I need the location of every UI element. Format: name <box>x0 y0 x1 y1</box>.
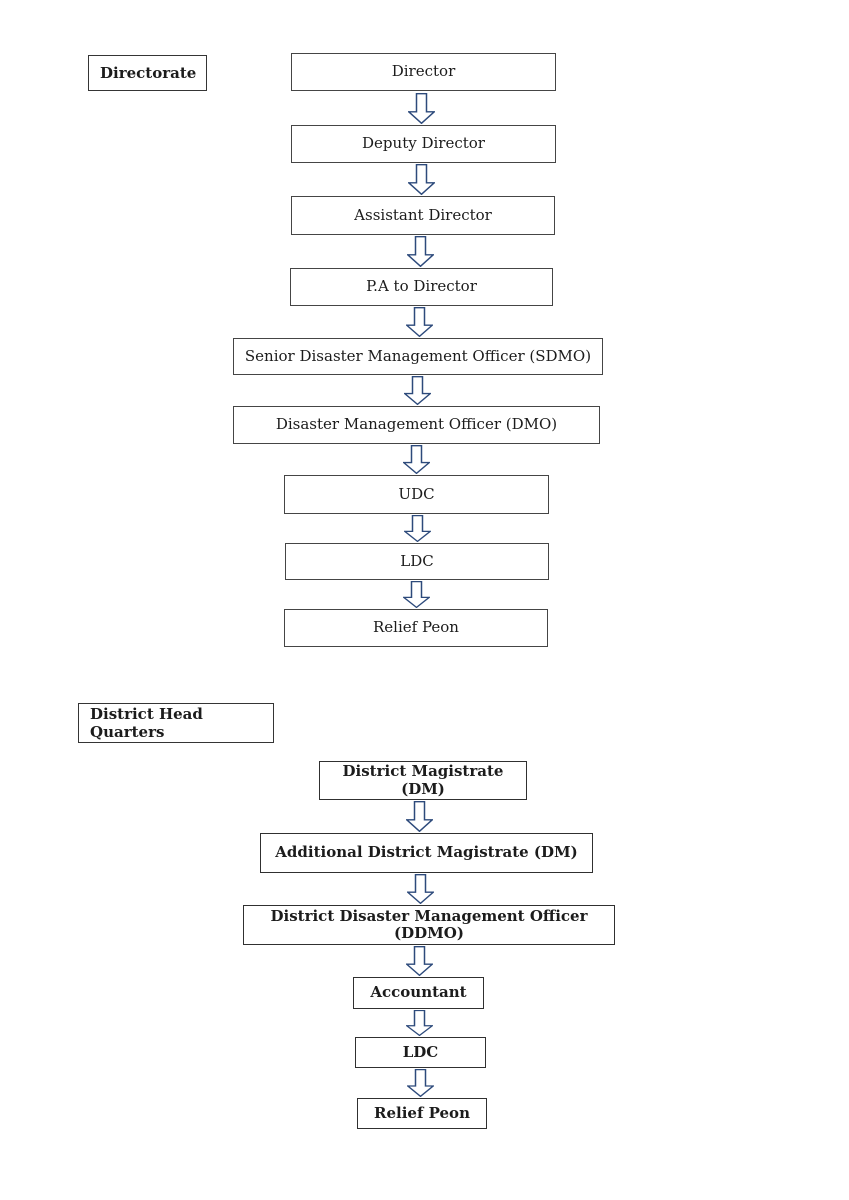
node-dmo: Disaster Management Officer (DMO) <box>233 406 600 444</box>
node-accountant: Accountant <box>353 977 484 1009</box>
down-arrow-icon <box>403 445 430 474</box>
section-label-directorate: Directorate <box>88 55 207 91</box>
node-district-magistrate: District Magistrate (DM) <box>319 761 527 800</box>
node-ldc-district: LDC <box>355 1037 486 1068</box>
down-arrow-icon <box>404 515 431 542</box>
down-arrow-icon <box>407 874 434 904</box>
node-additional-district-magistrate: Additional District Magistrate (DM) <box>260 833 593 873</box>
down-arrow-icon <box>406 946 433 976</box>
down-arrow-icon <box>407 236 434 267</box>
node-deputy-director: Deputy Director <box>291 125 556 163</box>
node-assistant-director: Assistant Director <box>291 196 555 235</box>
section-label-district-hq: District Head Quarters <box>78 703 274 743</box>
down-arrow-icon <box>407 1069 434 1097</box>
node-pa-to-director: P.A to Director <box>290 268 553 306</box>
node-sdmo: Senior Disaster Management Officer (SDMO) <box>233 338 603 375</box>
down-arrow-icon <box>406 307 433 337</box>
node-udc: UDC <box>284 475 549 514</box>
down-arrow-icon <box>406 1010 433 1036</box>
node-relief-peon-directorate: Relief Peon <box>284 609 548 647</box>
down-arrow-icon <box>404 376 431 405</box>
down-arrow-icon <box>406 801 433 832</box>
node-relief-peon-district: Relief Peon <box>357 1098 487 1129</box>
node-director: Director <box>291 53 556 91</box>
down-arrow-icon <box>403 581 430 608</box>
down-arrow-icon <box>408 93 435 124</box>
down-arrow-icon <box>408 164 435 195</box>
node-ddmo: District Disaster Management Officer (DDMO) <box>243 905 615 945</box>
node-ldc-directorate: LDC <box>285 543 549 580</box>
